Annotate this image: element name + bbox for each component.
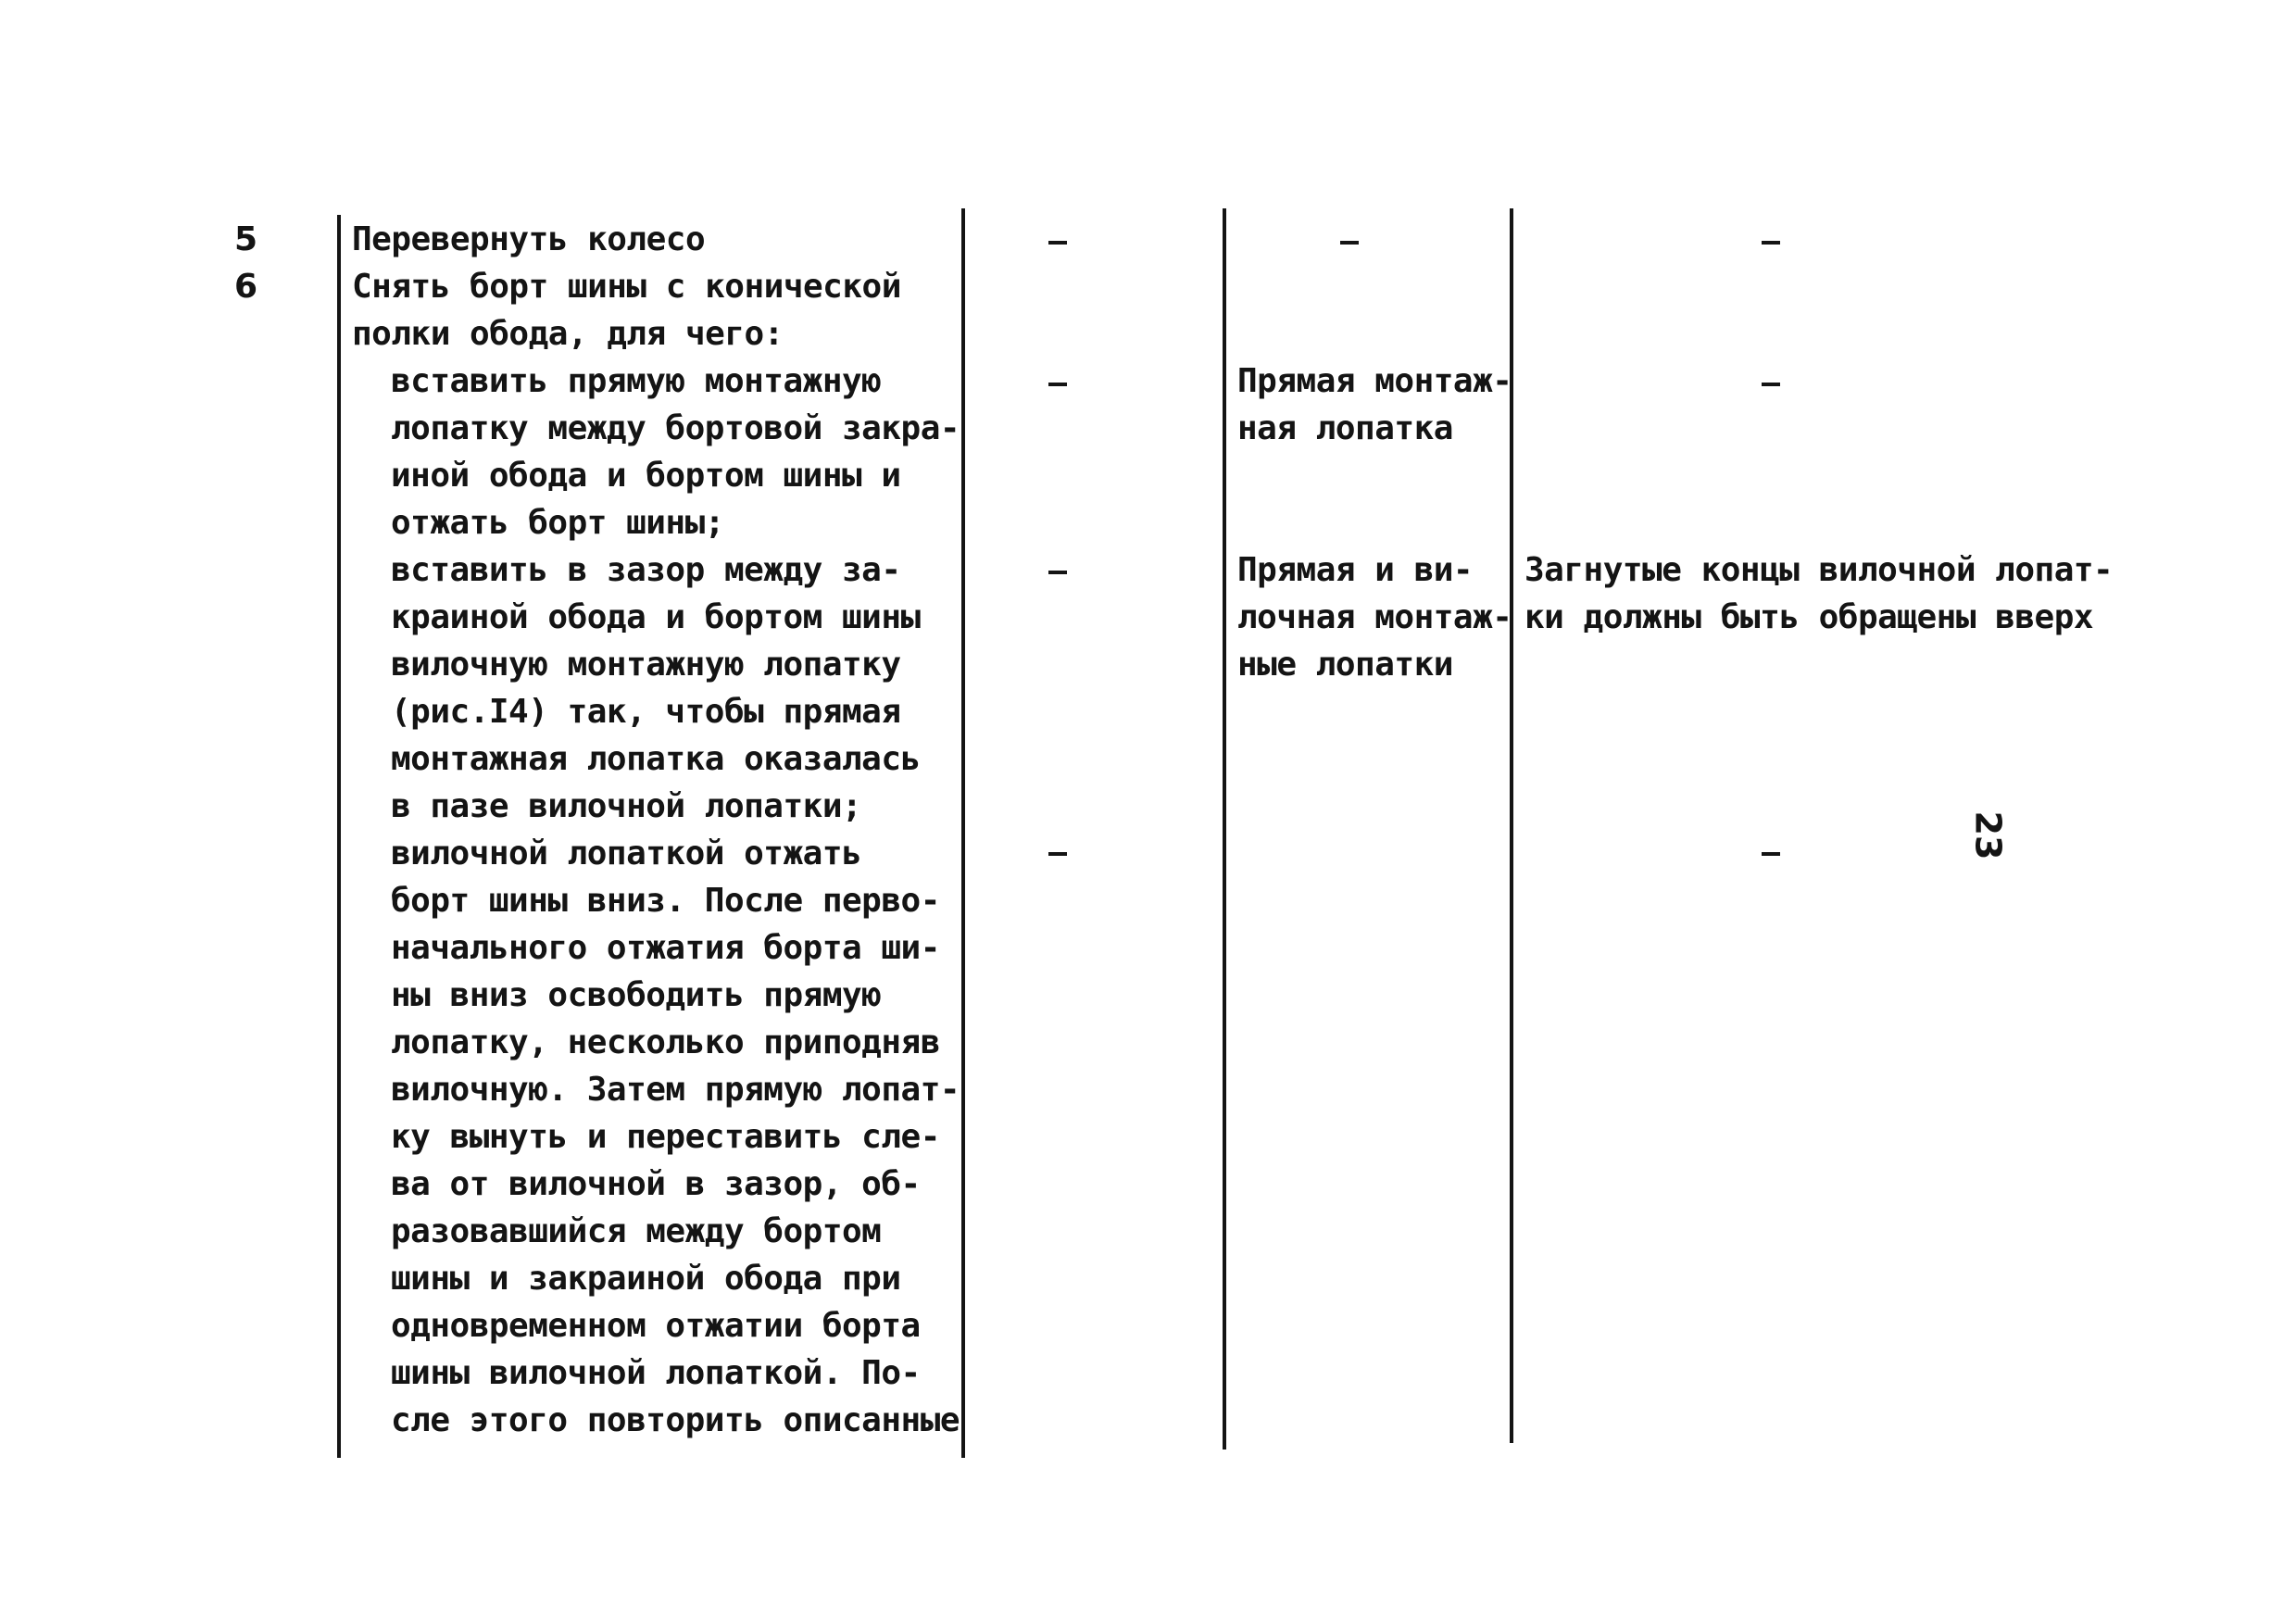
- step-3-line-1: вилочной лопаткой отжать: [391, 835, 862, 872]
- operation-row-5: Перевернуть колесо: [352, 220, 706, 258]
- step-1-line-1: вставить прямую монтажную: [391, 362, 882, 400]
- step-2-line-2: краиной обода и бортом шины: [391, 598, 921, 636]
- step-1-line-2: лопатку между бортовой закра-: [391, 409, 960, 447]
- step-1-line-4: отжать борт шины;: [391, 504, 724, 542]
- dash-step2-col3: [1048, 571, 1067, 574]
- step-3-line-3: начального отжатия борта ши-: [391, 929, 940, 967]
- step-2-note-line-1: Загнутые концы вилочной лопат-: [1524, 551, 2114, 589]
- step-2-line-5: монтажная лопатка оказалась: [391, 740, 921, 778]
- column-divider-left: [337, 215, 341, 1458]
- operation-row-6-line-1: Снять борт шины с конической: [352, 268, 901, 306]
- dash-step1-col5: [1762, 383, 1780, 386]
- step-2-line-6: в пазе вилочной лопатки;: [391, 787, 862, 825]
- operation-row-6-line-2: полки обода, для чего:: [352, 315, 784, 353]
- step-1-tool-line-1: Прямая монтаж-: [1237, 362, 1512, 400]
- dash-step3-col5: [1762, 852, 1780, 856]
- dash-row5-col3: [1048, 241, 1067, 245]
- dash-row5-col4: [1340, 241, 1359, 245]
- step-2-tool-line-1: Прямая и ви-: [1237, 551, 1474, 589]
- step-2-tool-line-2: лочная монтаж-: [1237, 598, 1512, 636]
- step-2-line-1: вставить в зазор между за-: [391, 551, 901, 589]
- step-1-tool-line-2: ная лопатка: [1237, 409, 1453, 447]
- column-divider-operation: [961, 208, 965, 1458]
- dash-row5-col5: [1762, 241, 1780, 245]
- step-3-line-4: ны вниз освободить прямую: [391, 976, 882, 1014]
- step-3-line-2: борт шины вниз. После перво-: [391, 882, 940, 920]
- step-3-line-12: шины вилочной лопаткой. По-: [391, 1354, 921, 1392]
- step-3-line-6: вилочную. Затем прямую лопат-: [391, 1071, 960, 1109]
- dash-step3-col3: [1048, 852, 1067, 856]
- step-3-line-11: одновременном отжатии борта: [391, 1307, 921, 1345]
- step-2-line-4: (рис.I4) так, чтобы прямая: [391, 693, 901, 731]
- row-number-5: 5: [234, 220, 258, 258]
- step-3-line-9: разовавшийся между бортом: [391, 1212, 882, 1250]
- step-3-line-7: ку вынуть и переставить сле-: [391, 1118, 940, 1156]
- step-1-line-3: иной обода и бортом шины и: [391, 457, 901, 495]
- step-2-tool-line-3: ные лопатки: [1237, 646, 1453, 684]
- step-3-line-10: шины и закраиной обода при: [391, 1260, 901, 1298]
- column-divider-tools-left: [1223, 208, 1226, 1450]
- step-3-line-5: лопатку, несколько приподняв: [391, 1023, 940, 1061]
- step-2-line-3: вилочную монтажную лопатку: [391, 646, 901, 684]
- page-number: 23: [1967, 810, 2009, 860]
- step-3-line-13: сле этого повторить описанные: [391, 1401, 960, 1439]
- step-3-line-8: ва от вилочной в зазор, об-: [391, 1165, 921, 1203]
- dash-step1-col3: [1048, 383, 1067, 386]
- row-number-6: 6: [234, 268, 258, 306]
- step-2-note-line-2: ки должны быть обращены вверх: [1524, 598, 2094, 636]
